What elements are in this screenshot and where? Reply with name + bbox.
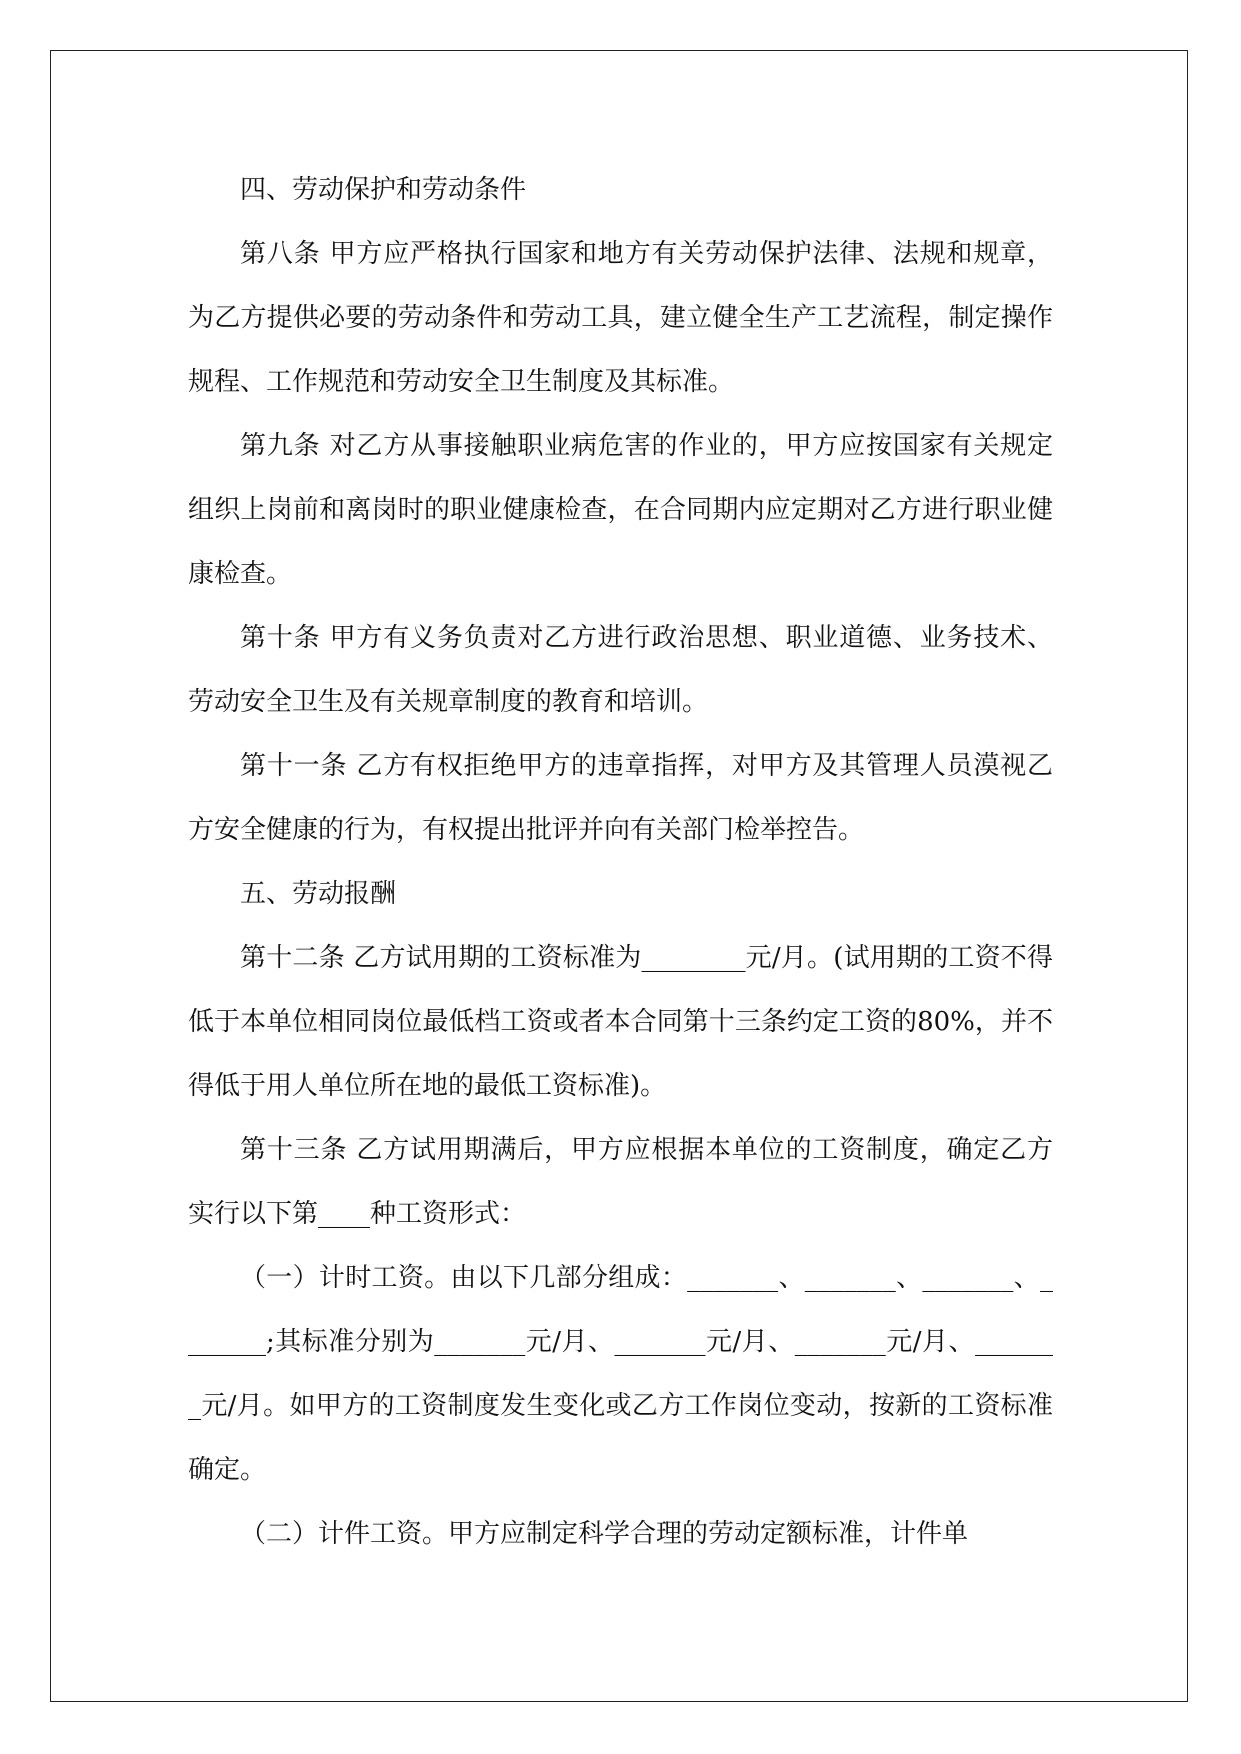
article-9: 第九条 对乙方从事接触职业病危害的作业的，甲方应按国家有关规定组织上岗前和离岗时的职业健康检查，在合同期内应定期对乙方进行职业健康检查。 — [188, 431, 1053, 589]
article-11: 第十一条 乙方有权拒绝甲方的违章指挥，对甲方及其管理人员漠视乙方安全健康的行为，有权提出批评并向有关部门检举控告。 — [188, 751, 1053, 845]
clause-time-wage: （一）计时工资。由以下几部分组成：_______、_______、_______、_______;其标准分别为_______元/月、_______元/月、_______元/月、_______元/月。如甲方的工资制度发生变化或乙方工作岗位变动，按新的工资标准确定。 — [188, 1263, 1053, 1485]
article-10: 第十条 甲方有义务负责对乙方进行政治思想、职业道德、业务技术、劳动安全卫生及有关规章制度的教育和培训。 — [188, 623, 1053, 717]
clause-piece-wage: （二）计件工资。甲方应制定科学合理的劳动定额标准，计件单 — [240, 1519, 969, 1549]
section-heading-labor-protection: 四、劳动保护和劳动条件 — [240, 175, 527, 205]
article-12: 第十二条 乙方试用期的工资标准为________元/月。(试用期的工资不得低于本单位相同岗位最低档工资或者本合同第十三条约定工资的80%，并不得低于用人单位所在地的最低工资标准)。 — [188, 943, 1053, 1101]
article-13: 第十三条 乙方试用期满后，甲方应根据本单位的工资制度，确定乙方实行以下第____种工资形式： — [188, 1135, 1053, 1229]
section-heading-remuneration: 五、劳动报酬 — [240, 879, 397, 909]
article-8: 第八条 甲方应严格执行国家和地方有关劳动保护法律、法规和规章，为乙方提供必要的劳动条件和劳动工具，建立健全生产工艺流程，制定操作规程、工作规范和劳动安全卫生制度及其标准。 — [188, 239, 1053, 397]
document-body — [188, 158, 1053, 1566]
